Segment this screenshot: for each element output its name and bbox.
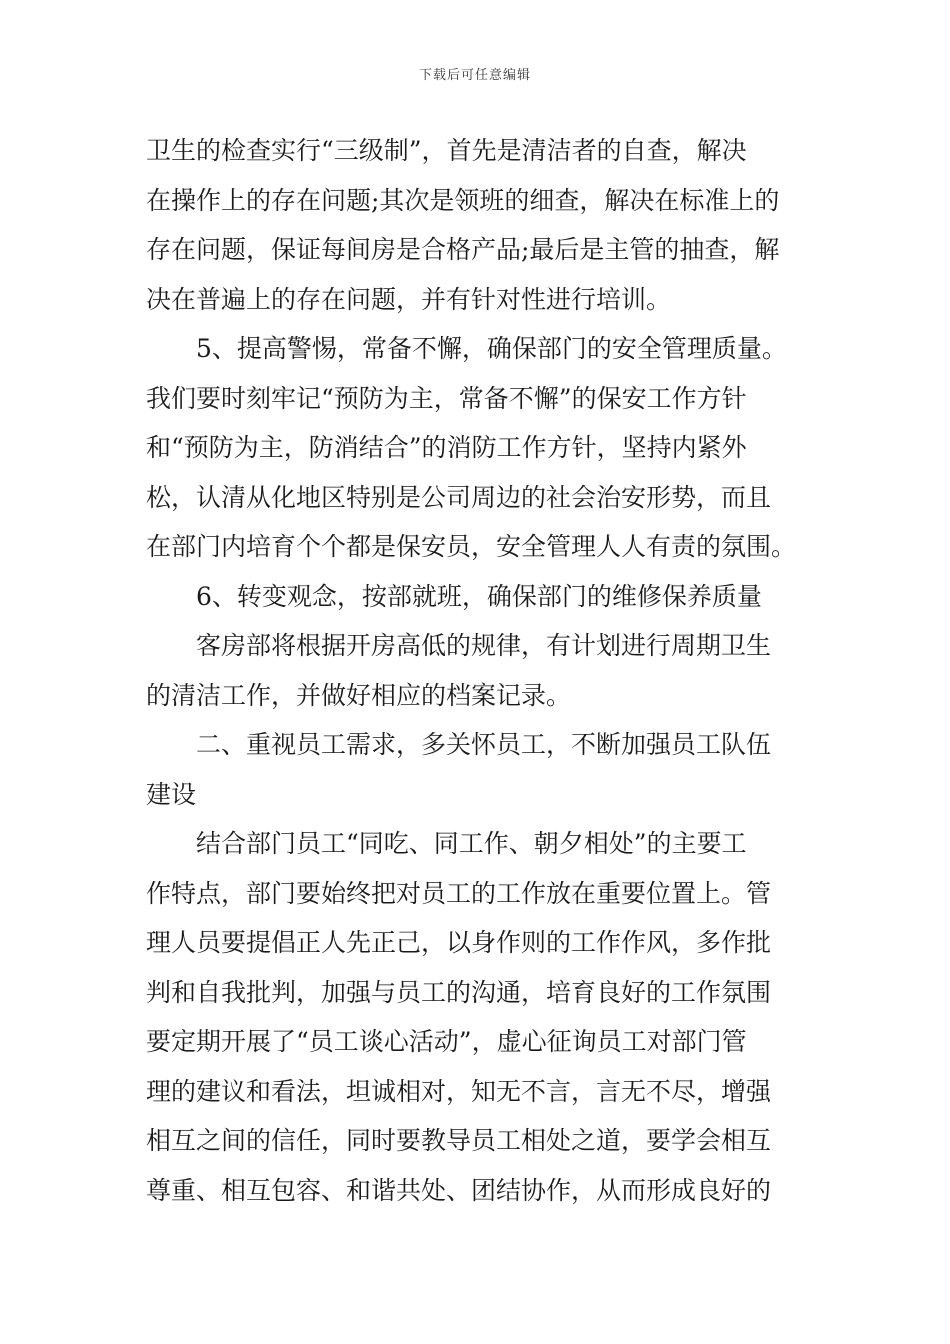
paragraph-maintenance-heading: 6、转变观念，按部就班，确保部门的维修保养质量 — [196, 581, 762, 611]
paragraph-staff-heading: 二、重视员工需求，多关怀员工，不断加强员工队伍 建设 — [146, 730, 772, 809]
paragraph-staff-care: 结合部门员工“同吃、同工作、朝夕相处”的主要工 作特点，部门要始终把对员工的工作放在重要位置上。管 理人员要提倡正人先正己，以身作则的工作作风，多作批 判和自我批判，加强与员工的沟通，培育良好的工作氛围 要定期开展了“员工谈心活动”，虚心征询员工对部门管 理的建议和看法，坦诚相对，知无不言，言无不尽，增强 相互之间的信任，同时要教导员工相处之道，要学会相互 尊重、相互包容、和谐共处、团结协作，从而形成良好的 — [146, 829, 772, 1205]
paragraph-inspection-system: 卫生的检查实行“三级制”，首先是清洁者的自查，解决 在操作上的存在问题;其次是领班的细查，解决在标准上的 存在问题，保证每间房是合格产品;最后是主管的抽查，解 决在普遍上的存在问题，并有针对性进行培训。 — [146, 136, 780, 314]
page-header-note: 下载后可任意编辑 — [418, 68, 531, 83]
document-body — [146, 126, 810, 1215]
paragraph-periodic-cleaning: 客房部将根据开房高低的规律，有计划进行周期卫生 的清洁工作，并做好相应的档案记录。 — [146, 631, 772, 710]
paragraph-security-management: 5、提高警惕，常备不懈，确保部门的安全管理质量。 我们要时刻牢记“预防为主，常备不懈”的保安工作方针 和“预防为主，防消结合”的消防工作方针，坚持内紧外 松，认清从化地区特别是公司周边的社会治安形势，而且 在部门内培育个个都是保安员，安全管理人人有责的氛围。 — [146, 334, 797, 561]
